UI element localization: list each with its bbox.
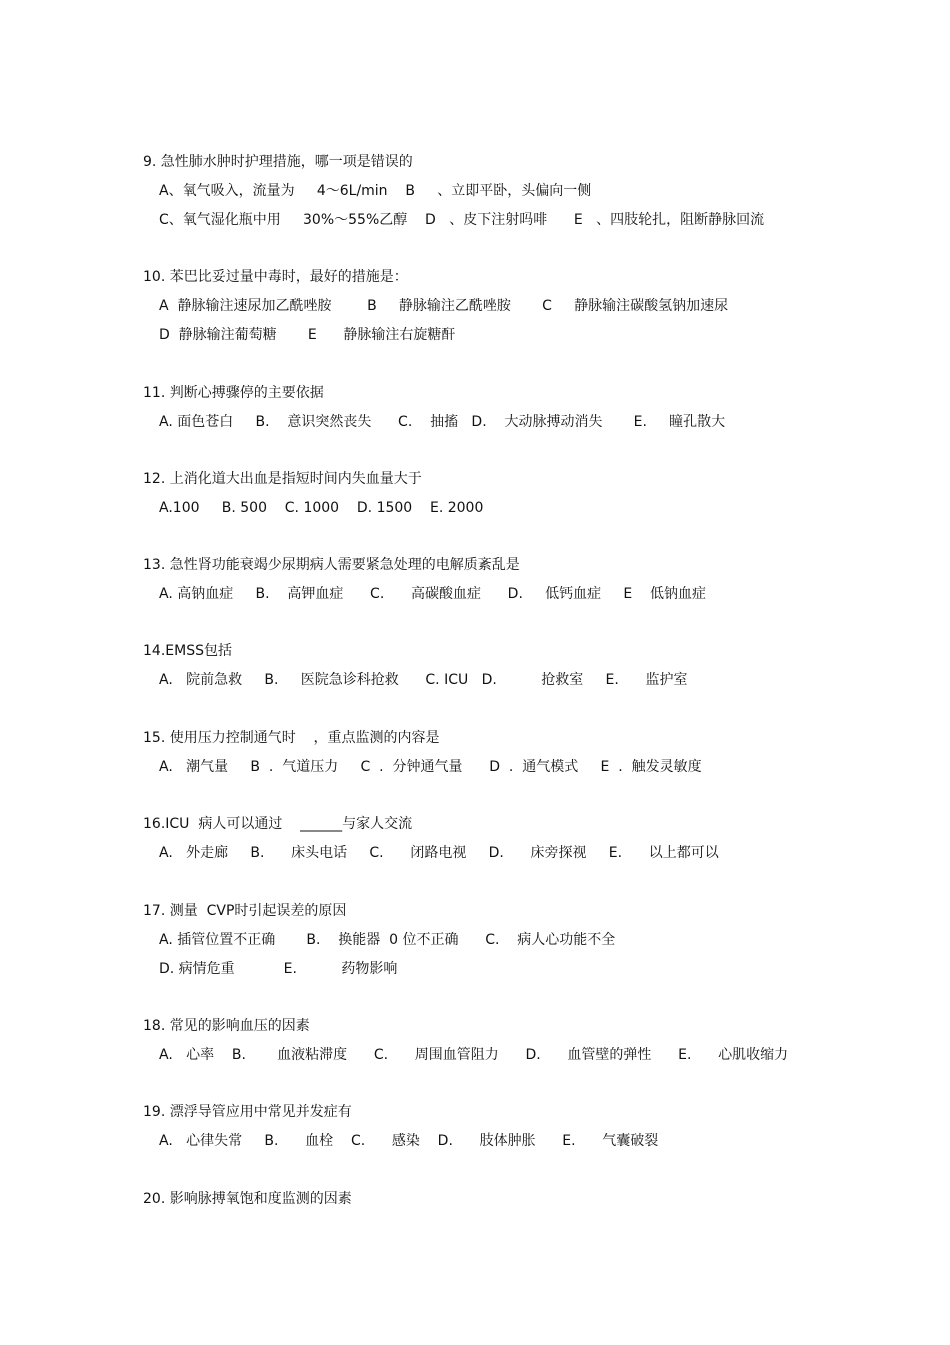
question-17-options-line-1: A. 插管位置不正确 B. 换能器 0 位不正确 C. 病人心功能不全 (159, 932, 616, 948)
question-10-options-line-2: D 静脉输注葡萄糖 E 静脉输注右旋糖酐 (159, 327, 456, 343)
question-15-stem: 15. 使用压力控制通气时 ，重点监测的内容是 (143, 730, 440, 746)
question-9-options-line-1: A、氧气吸入，流量为 4～6L/min B 、立即平卧，头偏向一侧 (159, 183, 592, 199)
question-13-stem: 13. 急性肾功能衰竭少尿期病人需要紧急处理的电解质紊乱是 (143, 557, 520, 573)
question-17-stem: 17. 测量 CVP时引起误差的原因 (143, 903, 347, 919)
question-17-options-line-2: D. 病情危重 E. 药物影响 (159, 961, 398, 977)
question-11-options: A. 面色苍白 B. 意识突然丧失 C. 抽搐 D. 大动脉搏动消失 E. 瞳孔散大 (159, 414, 726, 430)
question-16-options: A. 外走廊 B. 床头电话 C. 闭路电视 D. 床旁探视 E. 以上都可以 (159, 845, 719, 861)
question-19-options: A. 心律失常 B. 血栓 C. 感染 D. 肢体肿胀 E. 气囊破裂 (159, 1133, 659, 1149)
question-9-options-line-2: C、氧气湿化瓶中用 30%～55%乙醇 D 、皮下注射吗啡 E 、四肢轮扎，阻断静脉回流 (159, 212, 765, 228)
question-20-stem: 20. 影响脉搏氧饱和度监测的因素 (143, 1191, 352, 1207)
question-18-stem: 18. 常见的影响血压的因素 (143, 1018, 310, 1034)
question-16-stem: 16.ICU 病人可以通过 ______与家人交流 (143, 816, 413, 832)
question-12-stem: 12. 上消化道大出血是指短时间内失血量大于 (143, 471, 422, 487)
question-14-stem: 14.EMSS包括 (143, 643, 232, 659)
question-10-options-line-1: A 静脉输注速尿加乙酰唑胺 B 静脉输注乙酰唑胺 C 静脉输注碳酸氢钠加速尿 (159, 298, 729, 314)
question-15-options: A. 潮气量 B . 气道压力 C . 分钟通气量 D . 通气模式 E . 触发灵敏度 (159, 759, 702, 775)
question-13-options: A. 高钠血症 B. 高钾血症 C. 高碳酸血症 D. 低钙血症 E 低钠血症 (159, 586, 707, 602)
question-14-options: A. 院前急救 B. 医院急诊科抢救 C. ICU D. 抢救室 E. 监护室 (159, 672, 688, 688)
question-10-stem: 10. 苯巴比妥过量中毒时，最好的措施是： (143, 269, 408, 285)
question-19-stem: 19. 漂浮导管应用中常见并发症有 (143, 1104, 352, 1120)
question-12-options: A.100 B. 500 C. 1000 D. 1500 E. 2000 (159, 500, 484, 516)
question-18-options: A. 心率 B. 血液粘滞度 C. 周围血管阻力 D. 血管壁的弹性 E. 心肌收缩力 (159, 1047, 789, 1063)
question-9-stem: 9. 急性肺水肿时护理措施，哪一项是错误的 (143, 154, 413, 170)
question-11-stem: 11. 判断心搏骤停的主要依据 (143, 385, 324, 401)
